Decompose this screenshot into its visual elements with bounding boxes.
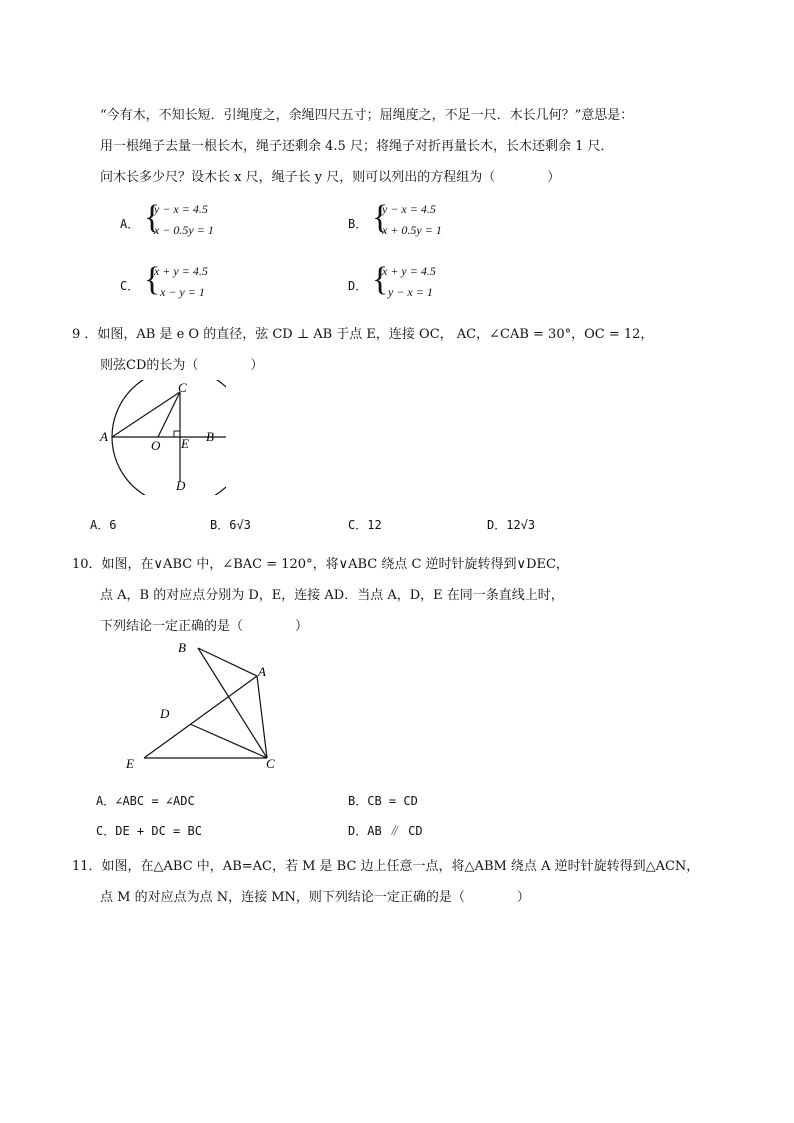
q8-option-c-eq2: x − y = 1 [160, 285, 205, 299]
q9-option-b: B．6√3 [210, 518, 251, 532]
q9-label-e: E [181, 436, 189, 451]
q8-line-3: 问木长多少尺？设木长 x 尺，绳子长 y 尺，则可以列出的方程组为（ ） [100, 170, 561, 185]
q8-option-c-label: C． [120, 279, 140, 293]
q11-line-2: 点 M 的对应点为点 N，连接 MN，则下列结论一定正确的是（ ） [100, 890, 530, 905]
q11-line-1: 11．如图，在△ABC 中，AB=AC，若 M 是 BC 边上任意一点，将△ABM 绕点 A 逆时针旋转得到△ACN， [72, 859, 700, 874]
q9-circle-figure [96, 380, 226, 495]
q9-right-angle-mark [174, 431, 180, 437]
q10-option-d: D．AB ∥ CD [348, 824, 423, 838]
q9-line-1: 9 ．如图，AB 是 e O 的直径，弦 CD ⊥ AB 于点 E，连接 OC， AC，∠CAB = 30°，OC = 12， [72, 327, 654, 342]
q9-label-a: A [100, 429, 108, 444]
q8-option-d-eq1: x + y = 4.5 [382, 264, 436, 278]
q10-triangle-figure [120, 636, 290, 776]
q9-option-d: D．12√3 [487, 518, 536, 532]
q9-option-a: A．6 [90, 518, 117, 532]
q10-label-e: E [126, 756, 134, 771]
q8-option-c-eq1: x + y = 4.5 [154, 264, 208, 278]
q9-label-b: B [206, 429, 214, 444]
q10-segment-ac [257, 676, 267, 758]
q8-line-2: 用一根绳子去量一根长木，绳子还剩余 4.5 尺；将绳子对折再量长木，长木还剩余 1 尺． [100, 139, 614, 154]
q8-option-a-eq1: y − x = 4.5 [154, 202, 208, 216]
q8-option-a-label: A． [120, 217, 140, 231]
q8-line-1: “今有木，不知长短．引绳度之，余绳四尺五寸；屈绳度之，不足一尺．木长几何？”意思是： [100, 108, 634, 123]
q9-label-c: C [178, 380, 187, 395]
q10-line-2: 点 A，B 的对应点分别为 D，E，连接 AD．当点 A，D，E 在同一条直线上时， [100, 588, 564, 603]
q9-segment-ac [112, 392, 180, 437]
q10-label-c: C [266, 756, 275, 771]
q8-option-b-eq1: y − x = 4.5 [382, 202, 436, 216]
q10-segment-dc [190, 724, 267, 758]
q8-option-b-label: B． [348, 217, 368, 231]
q9-option-c: C．12 [348, 518, 382, 532]
q10-option-b: B．CB = CD [348, 794, 418, 808]
q9-label-o: O [151, 438, 161, 453]
q8-option-b-eq2: x + 0.5y = 1 [382, 223, 442, 237]
q10-option-c: C．DE + DC = BC [96, 824, 202, 838]
q9-line-2: 则弦CD的长为（ ） [100, 358, 264, 373]
q10-line-3: 下列结论一定正确的是（ ） [100, 619, 309, 634]
q10-option-a: A．∠ABC = ∠ADC [96, 794, 195, 808]
q9-label-d: D [176, 478, 186, 493]
q8-option-d-eq2: y − x = 1 [388, 285, 433, 299]
q8-option-d-label: D． [348, 279, 368, 293]
q10-label-a: A [258, 664, 266, 679]
q10-label-b: B [178, 640, 186, 655]
q10-line-1: 10．如图，在∨ABC 中，∠BAC = 120°，将∨ABC 绕点 C 逆时针旋转得到∨DEC， [72, 557, 569, 572]
q10-label-d: D [160, 706, 170, 721]
q8-option-a-eq2: x − 0.5y = 1 [154, 223, 214, 237]
